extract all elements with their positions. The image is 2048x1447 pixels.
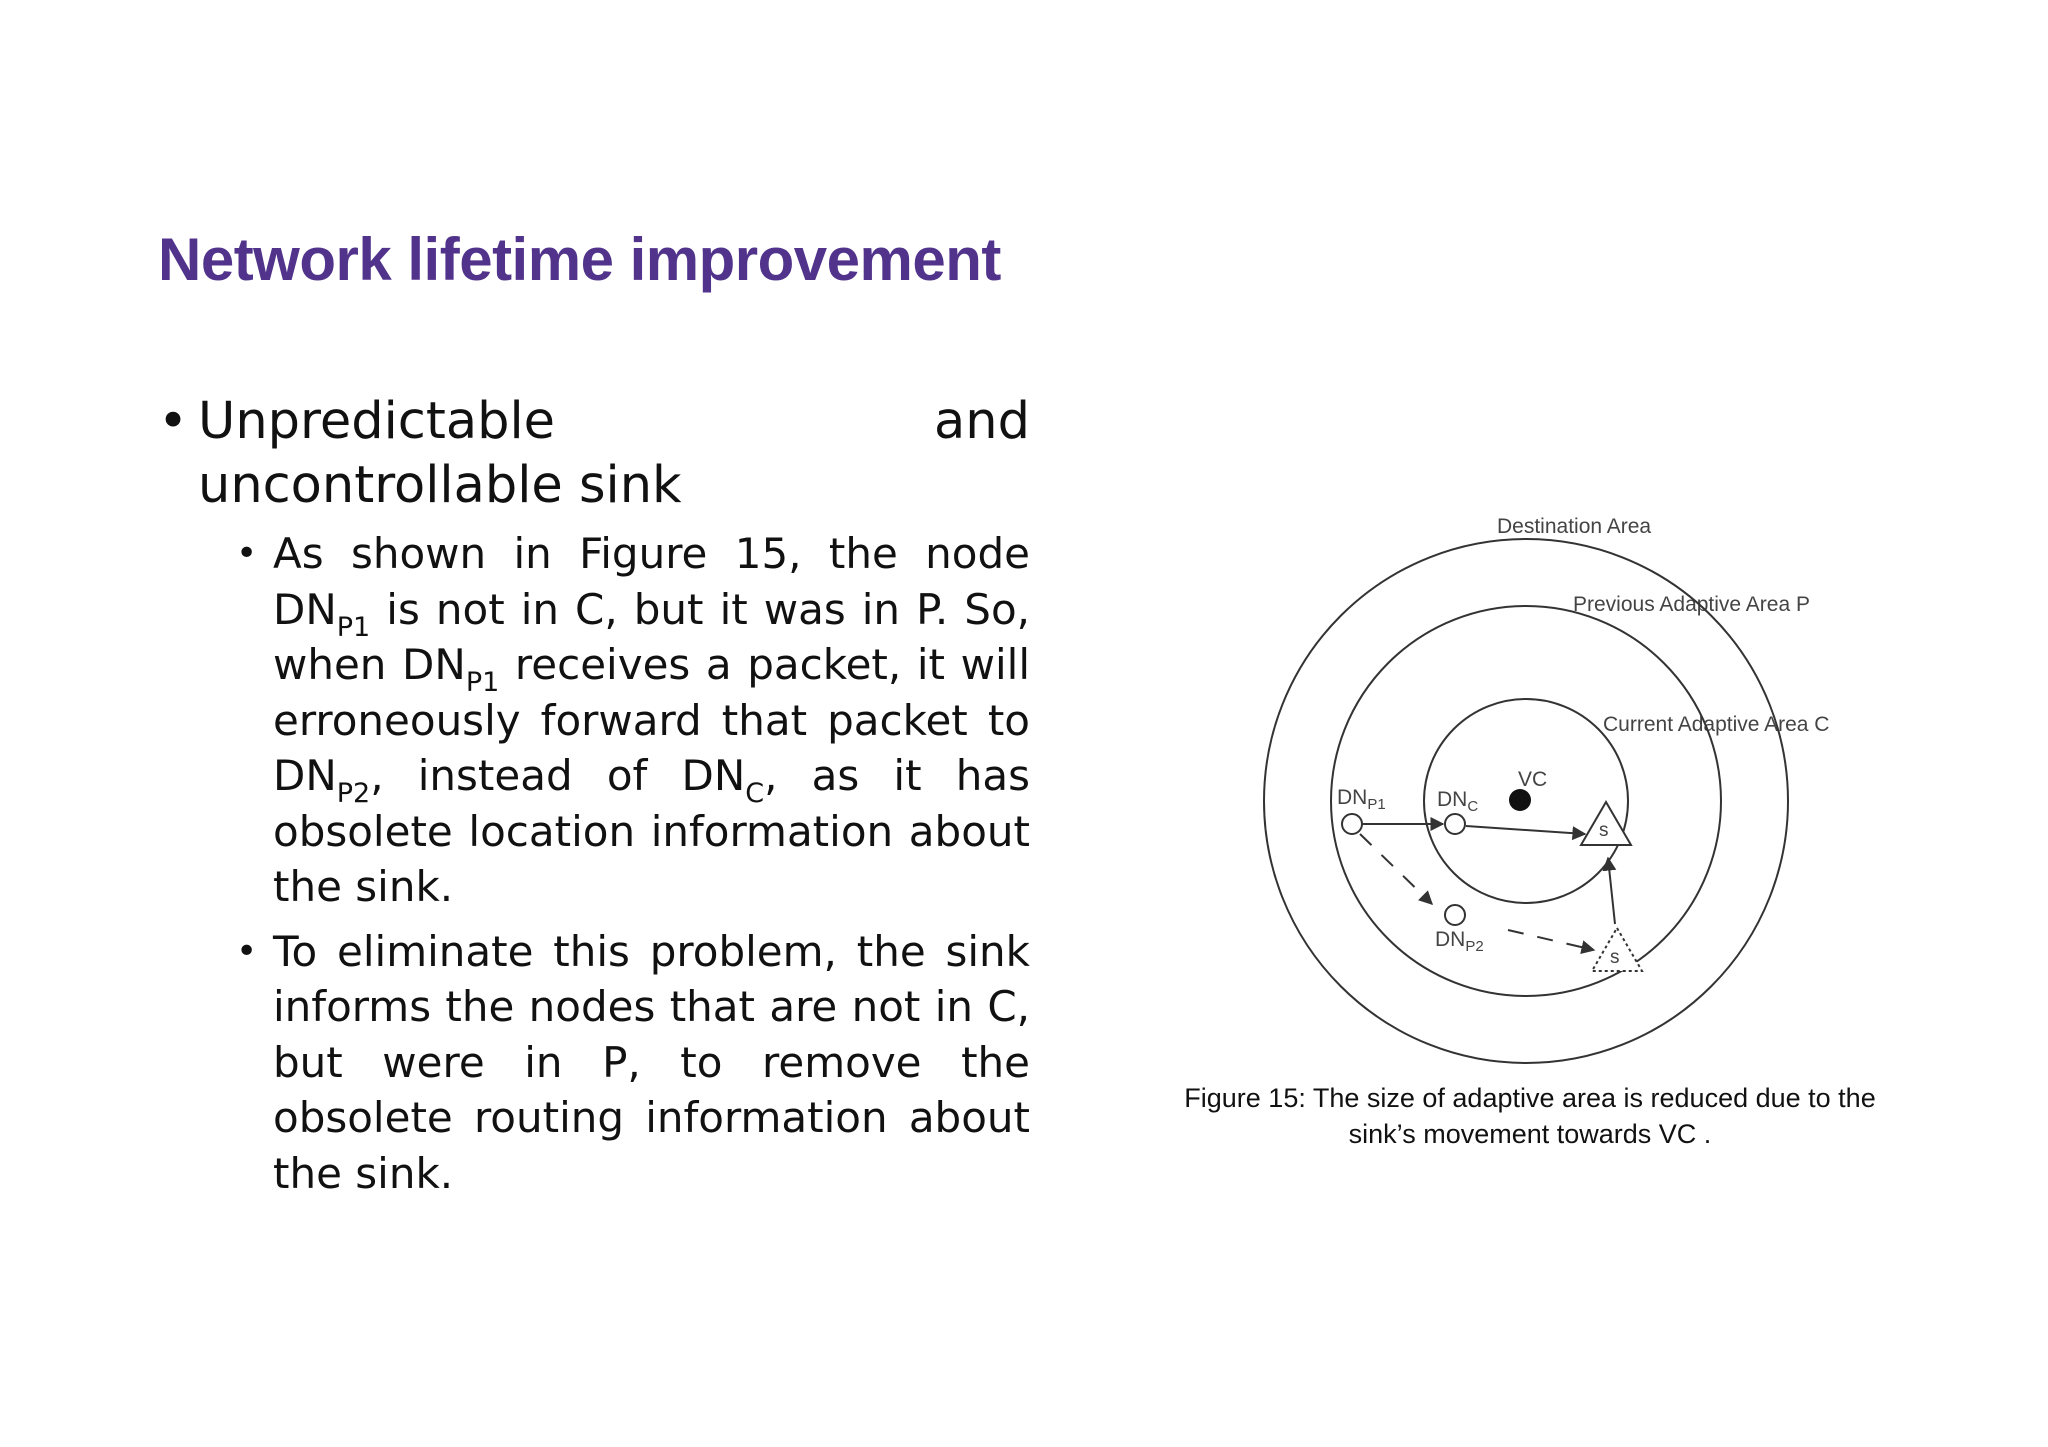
adaptive-area-figure [1180, 500, 1880, 1080]
arrow-dnp2-to-previous-sink [1508, 930, 1594, 950]
arrow-sink-movement [1608, 858, 1615, 924]
node-dnc [1445, 814, 1465, 834]
dn-text: DN [1435, 928, 1466, 951]
slide-content [158, 390, 1030, 1210]
sub-bullet-marker: • [236, 930, 258, 972]
subscript-text: P1 [336, 611, 371, 643]
vc-label: VC [1518, 768, 1548, 791]
subscript-text: P2 [336, 778, 371, 809]
arrow-dnc-to-sink [1466, 826, 1585, 834]
arrow-dnp1-to-dnp2 [1360, 834, 1432, 904]
dnp2-label [1435, 928, 1484, 955]
sub-bullet-text: receives a packet, it will erroneously forward that packet to DN [273, 640, 1030, 800]
subscript-text: C [745, 778, 765, 809]
destination-area-label: Destination Area [1497, 515, 1652, 538]
node-dnp2 [1445, 905, 1465, 925]
sub-bullet-text: is not in C, but it was in P. So, when DN [273, 584, 1030, 689]
sub-bullet-point [236, 924, 1030, 1202]
slide-title: Network lifetime improvement [158, 226, 1001, 293]
previous-area-label: Previous Adaptive Area P [1573, 593, 1810, 616]
bullet-marker: • [158, 392, 189, 451]
dn-text: DN [1337, 786, 1368, 809]
sub-bullet-text: , instead of DN [370, 751, 746, 800]
bullet-point [158, 390, 1030, 518]
sub-bullet-list [158, 526, 1030, 1201]
dnp1-label [1337, 786, 1386, 813]
node-dnp1 [1342, 814, 1362, 834]
dn-text: DN [1437, 788, 1468, 811]
c-subscript: C [1467, 798, 1479, 815]
sub-bullet-marker: • [236, 533, 258, 574]
sub-bullet-text: To eliminate this problem, the sink informs the nodes that are not in C, but were in P, to remove the obsolete routing information about the sink. [273, 926, 1030, 1198]
subscript-text: P1 [465, 667, 500, 698]
current-area-label: Current Adaptive Area C [1603, 713, 1830, 736]
sink-previous-label: s [1610, 947, 1620, 968]
bullet-point-text: Unpredictable and uncontrollable sink [198, 392, 1030, 515]
adaptive-area-diagram [1180, 500, 1880, 1080]
dnc-label [1437, 788, 1478, 815]
sink-current-label: s [1599, 820, 1609, 841]
sub-bullet-text: As shown in Figure 15, the node DN [273, 529, 1030, 634]
virtual-center-dot [1509, 789, 1531, 811]
p2-subscript: P2 [1465, 938, 1484, 955]
figure-caption: Figure 15: The size of adaptive area is reduced due to the sink’s movement towards VC . [1184, 1083, 1876, 1149]
sub-bullet-text: , as it has obsolete location information about the sink. [273, 751, 1030, 911]
sub-bullet-point [236, 526, 1030, 915]
p1-subscript: P1 [1367, 796, 1386, 813]
